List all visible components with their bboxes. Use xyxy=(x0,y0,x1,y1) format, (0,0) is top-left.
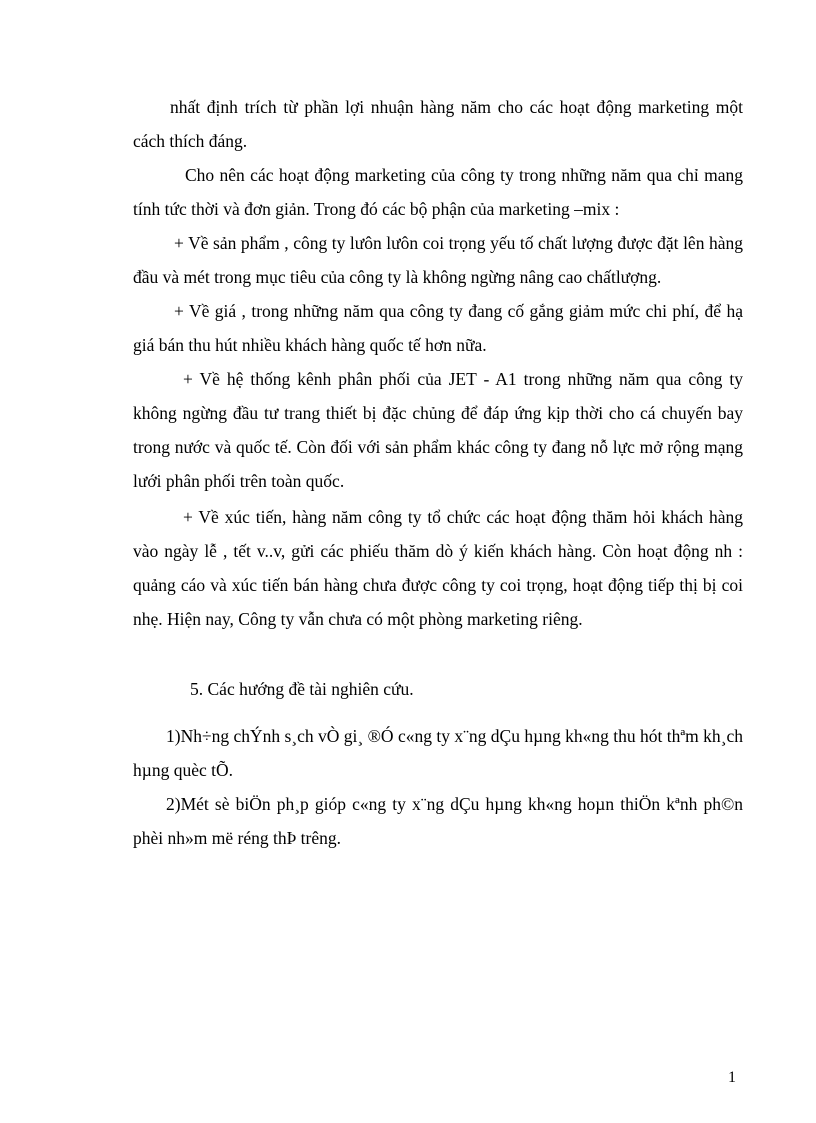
section-heading: 5. Các hướng đề tài nghiên cứu. xyxy=(190,679,414,699)
paragraph-product: + Về sản phẩm , công ty lưôn lưôn coi trọng yếu tố chất lượng được đặt lên hàng đầu và mét trong mục tiêu của công ty là không ngừng nâng cao chấtlượng. xyxy=(133,233,743,287)
research-topic-2: 2)Mét sè biÖn ph¸p gióp c«ng ty x¨ng dÇu hµng kh«ng hoµn thiÖn kªnh ph©n phèi nh»m më réng thÞ trêng. xyxy=(133,794,743,848)
paragraph-marketing-budget: nhất định trích từ phần lợi nhuận hàng năm cho các hoạt động marketing một cách thích đáng. xyxy=(133,97,743,151)
paragraph-distribution: + Về hệ thống kênh phân phối của JET - A1 trong những năm qua công ty không ngừng đầu tư trang thiết bị đặc chủng để đáp ứng kịp thời cho cá chuyến bay trong nước và quốc tế. Còn đối với sản phẩm khác công ty đang nỗ lực mở rộng mạng lưới phân phối trên toàn quốc. xyxy=(133,369,743,491)
research-topic-1: 1)Nh÷ng chÝnh s¸ch vÒ gi¸ ®Ó c«ng ty x¨ng dÇu hµng kh«ng thu hót thªm kh¸ch hµng quèc tÕ. xyxy=(133,726,743,780)
paragraph-marketing-activities: Cho nên các hoạt động marketing của công ty trong những năm qua chỉ mang tính tức thời và đơn giản. Trong đó các bộ phận của marketing –mix : xyxy=(133,165,743,219)
paragraph-promotion: + Về xúc tiến, hàng năm công ty tổ chức các hoạt động thăm hỏi khách hàng vào ngày lễ , tết v..v, gửi các phiếu thăm dò ý kiến khách hàng. Còn hoạt động nh : quảng cáo và xúc tiến bán hàng chưa được công ty coi trọng, hoạt động tiếp thị bị coi nhẹ. Hiện nay, Công ty vẫn chưa có một phòng marketing riêng. xyxy=(133,507,743,629)
paragraph-price: + Về giá , trong những năm qua công ty đang cố gắng giảm mức chi phí, để hạ giá bán thu hút nhiều khách hàng quốc tế hơn nữa. xyxy=(133,301,743,355)
page-number: 1 xyxy=(728,1069,736,1086)
